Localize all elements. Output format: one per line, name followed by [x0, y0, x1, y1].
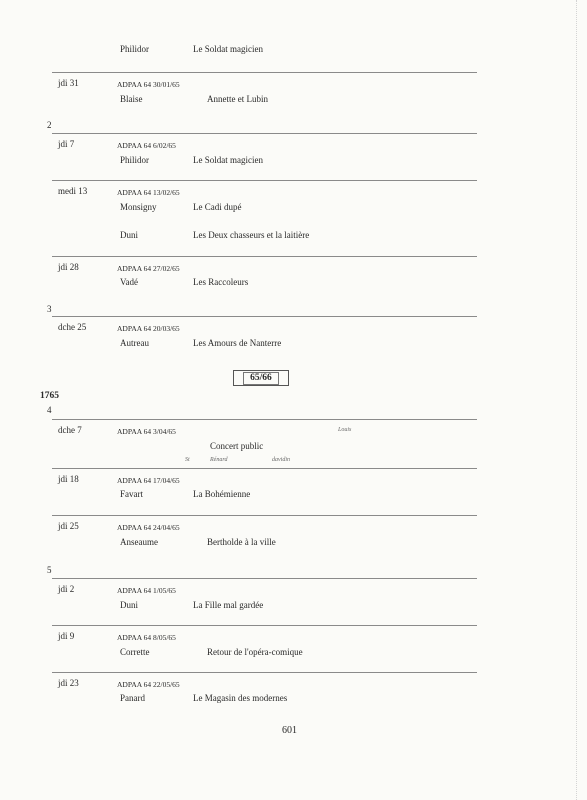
composer: Monsigny — [120, 202, 157, 212]
archive-ref: ADPAA 64 1/05/65 — [117, 586, 176, 595]
composer: Philidor — [120, 44, 150, 54]
divider — [52, 625, 477, 626]
composer: Duni — [120, 600, 138, 610]
archive-ref: ADPAA 64 22/05/65 — [117, 680, 180, 689]
composer: Corrette — [120, 647, 150, 657]
divider — [52, 180, 477, 181]
page-number: 601 — [282, 725, 297, 736]
archive-ref: ADPAA 64 30/01/65 — [117, 80, 180, 89]
archive-ref: ADPAA 64 27/02/65 — [117, 264, 180, 273]
work-title: Annette et Lubin — [207, 94, 268, 104]
archive-ref: ADPAA 64 24/04/65 — [117, 523, 180, 532]
divider — [52, 672, 477, 673]
work-title: Le Soldat magicien — [193, 155, 263, 165]
work-title: Les Raccoleurs — [193, 277, 249, 287]
day: dche 25 — [58, 322, 87, 332]
work-title: Le Soldat magicien — [193, 44, 263, 54]
handwritten-annotation: St — [185, 457, 190, 463]
divider — [52, 256, 477, 257]
archive-ref: ADPAA 64 6/02/65 — [117, 141, 176, 150]
work-title: La Bohémienne — [193, 489, 251, 499]
composer: Blaise — [120, 94, 143, 104]
work-title: Le Cadi dupé — [193, 202, 242, 212]
work-title: Retour de l'opéra-comique — [207, 647, 303, 657]
season-label — [233, 370, 289, 386]
day: jdi 23 — [58, 678, 79, 688]
day: jdi 18 — [58, 474, 79, 484]
divider — [52, 578, 477, 579]
day: jdi 9 — [58, 631, 75, 641]
work-title: Le Magasin des modernes — [193, 693, 288, 703]
divider — [52, 133, 477, 134]
divider — [52, 419, 477, 420]
composer: Duni — [120, 230, 138, 240]
composer: Anseaume — [120, 537, 158, 547]
composer: Panard — [120, 693, 145, 703]
day: jdi 31 — [58, 78, 79, 88]
work-title: Les Deux chasseurs et la laitière — [193, 230, 310, 240]
day: dche 7 — [58, 425, 82, 435]
day: medi 13 — [58, 186, 88, 196]
composer: Philidor — [120, 155, 150, 165]
month-number: 4 — [47, 405, 52, 415]
work-title: Bertholde à la ville — [207, 537, 276, 547]
work-title: La Fille mal gardée — [193, 600, 264, 610]
day: jdi 2 — [58, 584, 75, 594]
work-title: Concert public — [210, 441, 264, 451]
month-number: 3 — [47, 304, 52, 314]
divider — [52, 515, 477, 516]
page-edge — [576, 0, 577, 800]
archive-ref: ADPAA 64 13/02/65 — [117, 188, 180, 197]
handwritten-annotation: davidin — [272, 457, 290, 463]
year-heading: 1765 — [40, 391, 59, 401]
archive-ref: ADPAA 64 20/03/65 — [117, 324, 180, 333]
composer: Vadé — [120, 277, 138, 287]
composer: Favart — [120, 489, 143, 499]
day: jdi 28 — [58, 262, 79, 272]
divider — [52, 72, 477, 73]
archive-ref: ADPAA 64 3/04/65 — [117, 427, 176, 436]
month-number: 5 — [47, 565, 52, 575]
archive-ref: ADPAA 64 17/04/65 — [117, 476, 180, 485]
archive-ref: ADPAA 64 8/05/65 — [117, 633, 176, 642]
divider — [52, 468, 477, 469]
day: jdi 25 — [58, 521, 79, 531]
season-value: 65/66 — [243, 372, 279, 385]
composer: Autreau — [120, 338, 149, 348]
handwritten-annotation: Louis — [338, 427, 352, 433]
handwritten-annotation: Rénard — [210, 457, 228, 463]
work-title: Les Amours de Nanterre — [193, 338, 282, 348]
divider — [52, 316, 477, 317]
day: jdi 7 — [58, 139, 75, 149]
month-number: 2 — [47, 120, 52, 130]
